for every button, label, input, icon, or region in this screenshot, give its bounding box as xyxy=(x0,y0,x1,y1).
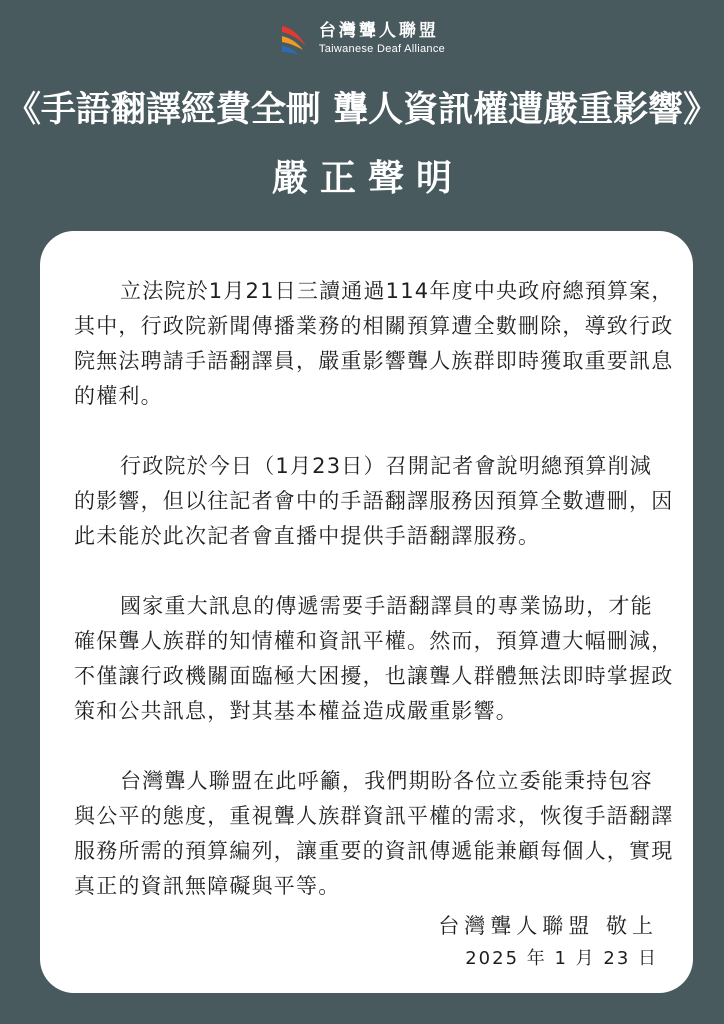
signature-date: 2025 年 1 月 23 日 xyxy=(465,948,658,969)
statement-body xyxy=(74,274,674,939)
statement-paragraph-3: 國家重大訊息的傳遞需要手語翻譯員的專業協助，才能確保聾人族群的知情權和資訊平權。然而，預算遭大幅刪減，不僅讓行政機關面臨極大困擾，也讓聾人群體無法即時掌握政策和公共訊息，對其基本權益造成嚴重影響。 xyxy=(74,594,674,723)
page-subtitle: 嚴正聲明 xyxy=(271,158,464,199)
logo-name-en: Taiwanese Deaf Alliance xyxy=(318,43,446,55)
logo-name-zh: 台灣聾人聯盟 xyxy=(318,21,439,41)
signature-org: 台灣聾人聯盟 敬上 xyxy=(438,914,658,938)
signature xyxy=(438,911,658,971)
page-title: 《手語翻譯經費全刪 聾人資訊權遭嚴重影響》 xyxy=(5,90,719,130)
statement-paragraph-2: 行政院於今日（1月23日）召開記者會說明總預算削減的影響，但以往記者會中的手語翻譯服務因預算全數遭刪，因此未能於此次記者會直播中提供手語翻譯服務。 xyxy=(74,454,674,548)
logo xyxy=(0,16,724,60)
statement-paragraph-1: 立法院於1月21日三讀通過114年度中央政府總預算案，其中，行政院新聞傳播業務的相關預算遭全數刪除，導致行政院無法聘請手語翻譯員，嚴重影響聾人族群即時獲取重要訊息的權利。 xyxy=(74,279,674,408)
alliance-logo-icon xyxy=(279,20,313,56)
statement-paragraph-4: 台灣聾人聯盟在此呼籲，我們期盼各位立委能秉持包容與公平的態度，重視聾人族群資訊平權的需求，恢復手語翻譯服務所需的預算編列，讓重要的資訊傳遞能兼顧每個人，實現真正的資訊無障礙與平等。 xyxy=(74,769,674,898)
